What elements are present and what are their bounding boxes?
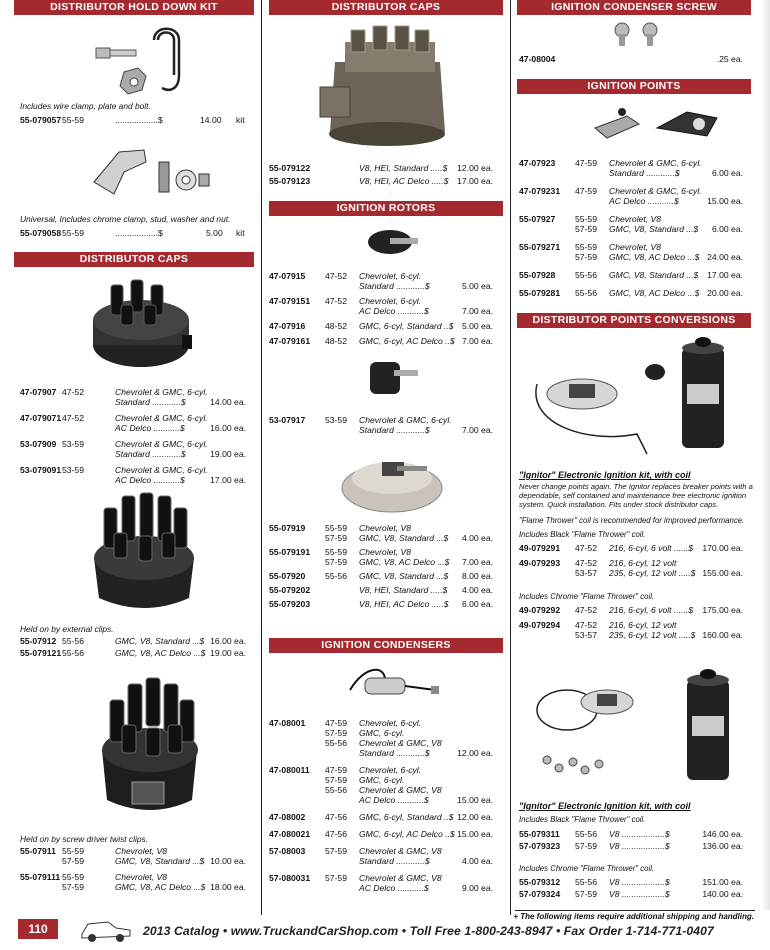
item-description: AC Delco ...........$ [115,423,185,433]
item-description: Chevrolet, 6-cyl. [359,718,422,728]
product-row [269,523,493,543]
item-description: Standard ............$ [609,168,680,178]
year-range: 53-57 [575,568,597,578]
footer-rule [515,910,755,911]
price: 19.00 ea. [210,449,246,459]
price: 17.00 ea. [210,475,246,485]
item-description: V8, HEI, AC Delco .....$ [359,599,449,609]
year-range: 53-59 [325,415,347,425]
item-description: Chevrolet & GMC, V8 [359,846,442,856]
part-number: 47-07923 [519,158,556,168]
price: 12.00 ea. [457,748,493,758]
year-range: 55-56 [62,636,84,646]
price: 10.00 ea. [210,856,246,866]
product-row [519,270,743,280]
price: 17.00 ea. [457,176,493,186]
price: 160.00 ea. [702,630,743,640]
item-description: V8, HEI, Standard .....$ [359,585,448,595]
item-description: Standard ............$ [359,281,430,291]
year-range: 57-59 [575,252,597,262]
part-number: 55-079057 [20,115,62,125]
product-row [519,242,743,262]
part-number: 55-079123 [269,176,311,186]
product-row [20,636,246,646]
year-range: 55-56 [575,288,597,298]
ignition-points-image [587,98,737,146]
section-header-points-conversions: DISTRIBUTOR POINTS CONVERSIONS [517,313,751,328]
item-description: Chevrolet & GMC, 6-cyl. [115,439,208,449]
item-description: GMC, 6-cyl. [359,728,405,738]
part-number: 55-07927 [519,214,556,224]
price: 151.00 ea. [702,877,743,887]
product-row [269,163,493,173]
kit2-title: "Ignitor" Electronic Ignition kit, with coil [519,801,691,811]
part-number: 55-079202 [269,585,311,595]
page-edge-shading [760,0,770,910]
product-row [519,214,743,234]
distributor-cap-v8-image [84,488,204,618]
chrome2-coil-label: Includes Chrome "Flame Thrower" coil. [519,864,655,873]
year-range: 53-57 [575,630,597,640]
year-range: 55-56 [325,738,347,748]
price: 15.00 ea. [457,829,493,839]
part-number: 55-07919 [269,523,306,533]
year-range: 47-59 [325,718,347,728]
dot-leader: ..................$ [115,115,163,125]
product-row [20,387,246,407]
distributor-cap-image [86,275,196,375]
product-row [519,543,743,553]
product-row [20,872,246,892]
item-description: GMC, V8, AC Delco ...$ [609,252,700,262]
hei-cap-image [315,22,465,157]
item-description: Chevrolet, V8 [609,214,662,224]
year-range: 47-59 [575,186,597,196]
item-description: 216, 6-cyl, 6 volt ......$ [609,543,694,553]
item-description: Chevrolet & GMC, 6-cyl. [609,158,702,168]
year-range: 57-59 [325,533,347,543]
black-coil-label: Includes Black "Flame Thrower" coil. [519,530,646,539]
product-row [519,841,743,851]
item-description: Chevrolet & GMC, 6-cyl. [115,465,208,475]
product-row [269,599,493,609]
price: 17.00 ea. [707,270,743,280]
year-range: 47-52 [575,543,597,553]
column-3 [515,0,753,910]
item-description: Standard ............$ [359,425,430,435]
product-row [519,889,743,899]
part-number: 55-079281 [519,288,561,298]
item-description: 235, 6-cyl, 12 volt .....$ [609,630,696,640]
item-description: Chevrolet & GMC, 6-cyl. [115,387,208,397]
part-number: 55-079311 [519,829,560,839]
part-number: 47-08002 [269,812,306,822]
price: 12.00 ea. [457,163,493,173]
section-header-ignition-condensers: IGNITION CONDENSERS [269,638,503,653]
caps-note-external-clips: Held on by external clips. [20,624,114,634]
condenser-image [345,660,445,710]
part-number: 49-079293 [519,558,561,568]
product-row [269,271,493,291]
product-row [519,605,743,615]
year-range: 55-56 [575,270,597,280]
part-number: 55-07920 [269,571,306,581]
part-number: 47-079071 [20,413,62,423]
item-description: Chevrolet & GMC, 6-cyl. [115,413,208,423]
product-row [519,829,743,839]
year-range: 48-52 [325,321,347,331]
column-1 [14,0,254,910]
year-range: 57-59 [325,873,347,883]
year-range: 57-59 [325,775,347,785]
item-description: Chevrolet, V8 [609,242,662,252]
product-row [269,415,493,435]
item-description: Chevrolet, V8 [115,872,168,882]
year-range: 55-59 [62,228,84,238]
part-number: 55-079203 [269,599,311,609]
part-number: 47-079151 [269,296,311,306]
item-description: V8 ..................$ [609,889,670,899]
part-number: 47-080011 [269,765,310,775]
item-description: GMC, V8, Standard ...$ [115,636,205,646]
item-description: GMC, V8, Standard ...$ [115,856,205,866]
catalog-contact-line: 2013 Catalog • www.TruckandCarShop.com • Toll Free 1-800-243-8947 • Fax Order 1-714-771-0407 [143,924,714,938]
ignitor-kit-v8-image [527,660,747,790]
price: 146.00 ea. [702,829,743,839]
hold-down-desc-2: Universal, Includes chrome clamp, stud, washer and nut. [20,214,231,224]
part-number: 47-08004 [519,54,556,64]
item-description: Chevrolet, V8 [359,547,412,557]
item-description: GMC, V8, AC Delco ...$ [115,882,206,892]
price: 7.00 ea. [461,425,493,435]
item-description: Chevrolet & GMC, V8 [359,785,442,795]
year-range: 47-52 [62,387,84,397]
part-number: 47-08001 [269,718,306,728]
column-divider [510,0,511,915]
part-number: 47-07907 [20,387,57,397]
price: 7.00 ea. [461,306,493,316]
year-range: 55-59 [62,846,84,856]
truck-logo-icon [78,914,134,944]
part-number: 57-080031 [269,873,311,883]
price: 16.00 ea. [210,636,246,646]
price: 175.00 ea. [702,605,743,615]
part-number: 49-079292 [519,605,561,615]
product-row [20,439,246,459]
year-range: 57-59 [575,889,597,899]
product-row [269,846,493,866]
part-number: 55-079121 [20,648,62,658]
part-number: 47-079231 [519,186,561,196]
item-description: GMC, 6-cyl, Standard ..$ [359,812,454,822]
product-row [519,877,743,887]
price: 7.00 ea. [461,557,493,567]
item-description: V8 ..................$ [609,877,670,887]
year-range: 47-52 [575,605,597,615]
year-range: 53-59 [62,465,84,475]
section-header-distributor-caps-hei: DISTRIBUTOR CAPS [269,0,503,15]
year-range: 47-56 [325,812,347,822]
year-range: 55-59 [62,872,84,882]
product-row [519,620,743,640]
item-description: AC Delco ...........$ [359,306,429,316]
rotor-image [362,222,422,264]
part-number: 53-07909 [20,439,57,449]
item-description: GMC, 6-cyl. [359,775,405,785]
dot-leader: ..................$ [115,228,163,238]
item-description: GMC, 6-cyl, AC Delco ..$ [359,336,455,346]
part-number: 55-079312 [519,877,561,887]
part-number: 53-07917 [269,415,306,425]
hold-down-desc-1: Includes wire clamp, plate and bolt. [20,101,151,111]
price: 5.00 [206,228,223,238]
section-header-hold-down-kit: DISTRIBUTOR HOLD DOWN KIT [14,0,254,15]
year-range: 47-52 [325,296,347,306]
year-range: 55-56 [325,571,347,581]
section-header-ignition-points: IGNITION POINTS [517,79,751,94]
price: 18.00 ea. [210,882,246,892]
price: 9.00 ea. [461,883,493,893]
part-number: 55-07928 [519,270,556,280]
item-description: 235, 6-cyl, 12 volt .....$ [609,568,696,578]
product-row [269,873,493,893]
price: 5.00 ea. [461,321,493,331]
part-number: 47-07916 [269,321,306,331]
year-range: 57-59 [575,224,597,234]
product-row [519,558,743,578]
product-row [519,288,743,298]
item-description: Chevrolet, 6-cyl. [359,296,422,306]
item-description: 216, 6-cyl, 12 volt [609,558,677,568]
year-range: 55-56 [575,877,597,887]
item-description: Standard ............$ [359,856,430,866]
product-row [269,571,493,581]
item-description: Standard ............$ [115,449,186,459]
year-range: 47-52 [575,558,597,568]
part-number: 57-079324 [519,889,561,899]
price: 6.00 ea. [711,224,743,234]
price: 16.00 ea. [210,423,246,433]
item-description: GMC, V8, Standard ...$ [609,224,699,234]
price: 136.00 ea. [702,841,743,851]
ignitor-kit-image [527,334,747,464]
condenser-screw-image [610,20,670,50]
product-row [269,176,493,186]
year-range: 57-59 [575,841,597,851]
item-description: AC Delco ...........$ [359,795,429,805]
product-row [519,186,743,206]
product-row [269,296,493,316]
part-number: 55-07912 [20,636,57,646]
part-number: 47-079161 [269,336,311,346]
product-row [269,829,493,839]
year-range: 55-56 [325,785,347,795]
part-number: 55-079191 [269,547,311,557]
price: 4.00 ea. [461,856,493,866]
price: 170.00 ea. [702,543,743,553]
item-description: Chevrolet & GMC, V8 [359,873,442,883]
item-description: AC Delco ...........$ [115,475,185,485]
product-row [269,321,493,331]
price: 14.00 [200,115,222,125]
column-divider [261,0,262,915]
price: 14.00 ea. [210,397,246,407]
part-number: 55-079058 [20,228,62,238]
part-number: 55-079111 [20,872,61,882]
price: 12.00 ea. [457,812,493,822]
product-row [269,547,493,567]
unit: kit [236,115,245,125]
section-header-distributor-caps: DISTRIBUTOR CAPS [14,252,254,267]
price: 24.00 ea. [707,252,743,262]
kit1-title: "Ignitor" Electronic Ignition kit, with coil [519,470,691,480]
chrome-coil-label: Includes Chrome "Flame Thrower" coil. [519,592,655,601]
product-row [269,765,493,805]
hold-down-kit-image [84,20,204,100]
product-row [269,336,493,346]
price: .25 ea. [716,54,743,64]
year-range: 55-59 [325,547,347,557]
price: 6.00 ea. [711,168,743,178]
year-range: 57-59 [325,846,347,856]
item-description: Chevrolet & GMC, V8 [359,738,442,748]
product-row [269,718,493,758]
section-header-condenser-screw: IGNITION CONDENSER SCREW [517,0,751,15]
part-number: 55-079271 [519,242,561,252]
year-range: 55-59 [575,214,597,224]
price: 8.00 ea. [461,571,493,581]
product-row [20,648,246,658]
item-description: V8, HEI, AC Delco .....$ [359,176,449,186]
year-range: 55-59 [62,115,84,125]
item-description: GMC, V8, AC Delco ...$ [609,288,700,298]
item-description: V8 ..................$ [609,829,670,839]
rotor-image-2 [362,352,422,404]
page-number: 110 [18,919,58,939]
year-range: 57-59 [62,856,84,866]
black2-coil-label: Includes Black "Flame Thrower" coil. [519,815,646,824]
column-2 [267,0,505,910]
product-row [20,413,246,433]
item-description: GMC, V8, Standard ...$ [359,571,449,581]
rotor-v8-image [337,448,447,518]
chrome-clamp-image [84,132,214,212]
year-range: 57-59 [62,882,84,892]
part-number: 47-080021 [269,829,311,839]
year-range: 55-59 [575,242,597,252]
price: 4.00 ea. [461,533,493,543]
price: 5.00 ea. [461,281,493,291]
caps-note-twist-clips: Held on by screw driver twist clips. [20,834,148,844]
item-description: GMC, V8, Standard ...$ [359,533,449,543]
item-description: Chevrolet, V8 [359,523,412,533]
price: 19.00 ea. [210,648,246,658]
unit: kit [236,228,245,238]
price: 140.00 ea. [702,889,743,899]
item-description: Chevrolet & GMC, 6-cyl. [359,415,452,425]
part-number: 49-079294 [519,620,561,630]
item-description: Standard ............$ [359,748,430,758]
item-description: GMC, V8, AC Delco ...$ [115,648,206,658]
item-description: AC Delco ...........$ [359,883,429,893]
item-description: V8 ..................$ [609,841,670,851]
item-description: Chevrolet, V8 [115,846,168,856]
part-number: 57-079323 [519,841,561,851]
year-range: 55-56 [62,648,84,658]
distributor-cap-twist-image [92,670,207,820]
item-description: AC Delco ...........$ [609,196,679,206]
item-description: V8, HEI, Standard .....$ [359,163,448,173]
price: 4.00 ea. [461,585,493,595]
product-row [20,846,246,866]
year-range: 47-59 [575,158,597,168]
year-range: 57-59 [325,728,347,738]
item-description: Standard ............$ [115,397,186,407]
year-range: 53-59 [62,439,84,449]
kit1-desc-3: system. Quick installation. Fits under stock distributor caps. [519,500,719,509]
product-row [269,812,493,822]
item-description: GMC, V8, Standard ...$ [609,270,699,280]
year-range: 47-52 [325,271,347,281]
item-description: Chevrolet, 6-cyl. [359,765,422,775]
year-range: 55-56 [575,829,597,839]
price: 15.00 ea. [457,795,493,805]
year-range: 48-52 [325,336,347,346]
year-range: 55-59 [325,523,347,533]
shipping-note: + The following items require additional shipping and handling. [513,912,754,921]
kit1-note: "Flame Thrower" coil is recommended for improved performance. [519,516,745,525]
section-header-ignition-rotors: IGNITION ROTORS [269,201,503,216]
year-range: 47-52 [62,413,84,423]
price: 7.00 ea. [461,336,493,346]
part-number: 49-079291 [519,543,561,553]
item-description: GMC, 6-cyl, Standard ..$ [359,321,454,331]
part-number: 47-07915 [269,271,306,281]
item-description: GMC, 6-cyl, AC Delco ..$ [359,829,455,839]
part-number: 55-07911 [20,846,56,856]
product-row [519,54,743,64]
year-range: 47-59 [325,765,347,775]
part-number: 53-079091 [20,465,62,475]
part-number: 55-079122 [269,163,311,173]
item-description: Chevrolet & GMC, 6-cyl. [609,186,702,196]
product-row [519,158,743,178]
price: 15.00 ea. [707,196,743,206]
year-range: 47-56 [325,829,347,839]
year-range: 57-59 [325,557,347,567]
product-row [20,465,246,485]
item-description: 216, 6-cyl, 12 volt [609,620,677,630]
item-description: GMC, V8, AC Delco ...$ [359,557,450,567]
item-description: Chevrolet, 6-cyl. [359,271,422,281]
item-description: 216, 6-cyl, 6 volt ......$ [609,605,694,615]
price: 155.00 ea. [702,568,743,578]
year-range: 47-52 [575,620,597,630]
part-number: 57-08003 [269,846,306,856]
product-row [269,585,493,595]
kit1-desc-2: dependable, self contained and maintenance free electronic ignition [519,491,747,500]
price: 6.00 ea. [461,599,493,609]
kit1-desc-1: Never change points again. The Ignitor replaces breaker points with a [519,482,753,491]
price: 20.00 ea. [707,288,743,298]
